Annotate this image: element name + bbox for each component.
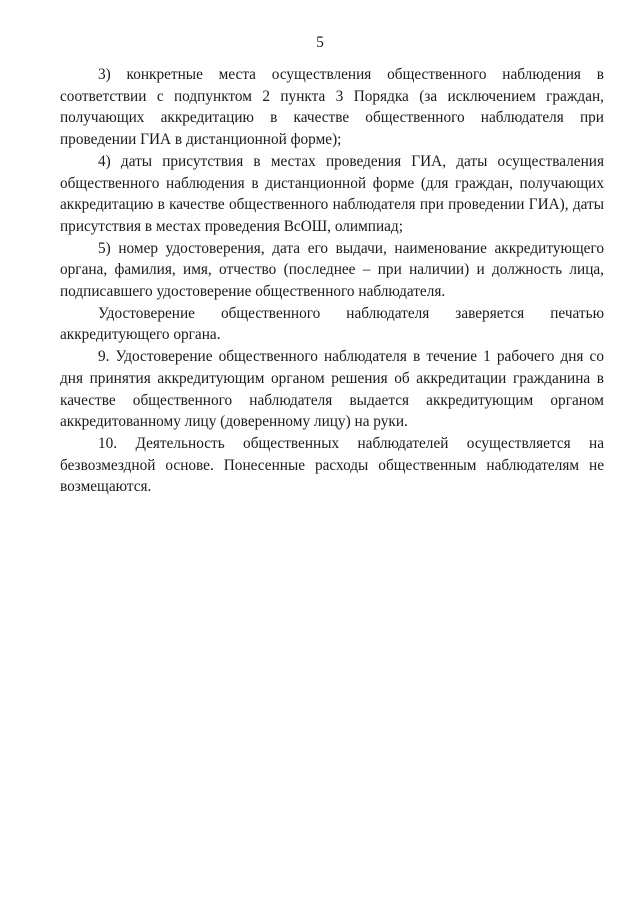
paragraph-item-4: 4) даты присутствия в местах проведения ГИА, даты осуществаления общественного наблюдения в дистанционной форме (для граждан, получающих аккредитацию в качестве общественного наблюдателя при проведении ГИА), даты присутствия в местах проведения ВсОШ, олимпиад; <box>60 152 604 235</box>
document-body <box>60 64 604 498</box>
page-number: 5 <box>316 34 324 51</box>
paragraph-item-3: 3) конкретные места осуществления общественного наблюдения в соответствии с подпунктом 2 пункта 3 Порядка (за исключением граждан, получающих аккредитацию в качестве общественного наблюдателя при проведении ГИА в дистанционной форме); <box>60 66 604 149</box>
paragraph-clause-10: 10. Деятельность общественных наблюдателей осуществляется на безвозмездной основе. Понесенные расходы общественным наблюдателям не возмещаются. <box>60 434 604 496</box>
paragraph-certificate-seal: Удостоверение общественного наблюдателя заверяется печатью аккредитующего органа. <box>60 304 604 344</box>
paragraph-clause-9: 9. Удостоверение общественного наблюдателя в течение 1 рабочего дня со дня принятия аккредитующим органом решения об аккредитации гражданина в качестве общественного наблюдателя выдается аккредитующим органом аккредитованному лицу (доверенному лицу) на руки. <box>60 348 604 431</box>
paragraph-item-5: 5) номер удостоверения, дата его выдачи, наименование аккредитующего органа, фамилия, имя, отчество (последнее – при наличии) и должность лица, подписавшего удостоверение общественного наблюдателя. <box>60 239 604 301</box>
